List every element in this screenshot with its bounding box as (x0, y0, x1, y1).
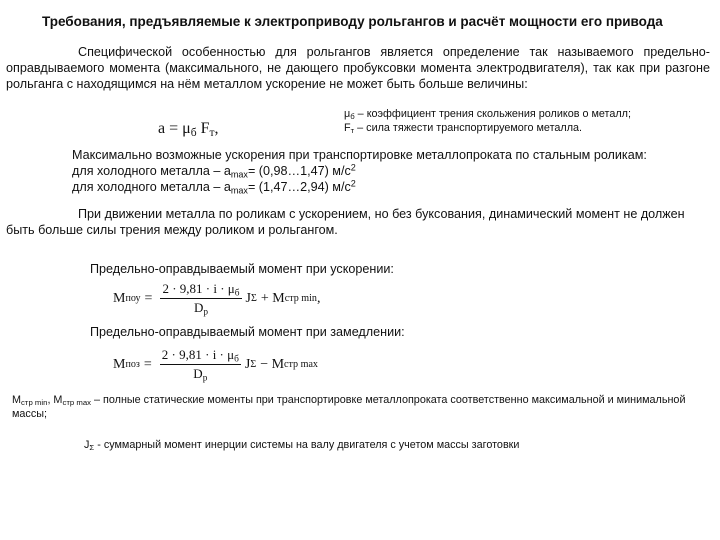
fd-eq: = (143, 356, 152, 372)
acceleration-values (72, 147, 647, 195)
accel-line2 (72, 163, 647, 179)
fa-num-pre: 2 · 9,81 · i · μ (162, 281, 235, 296)
def-mu (344, 107, 631, 121)
moment-decel-label: Предельно-оправдываемый момент при замедлении: (90, 325, 405, 339)
fd-lhs: M (113, 356, 126, 372)
accel-line3-sub: max (230, 185, 248, 196)
def-f-symbol: F (344, 122, 351, 134)
fd-j: J (244, 356, 251, 372)
fa-eq: = (144, 290, 153, 306)
defs-b-sep: , M (47, 394, 63, 406)
formula-a-lhs: a = μ (158, 120, 191, 137)
fa-lhs: M (113, 290, 126, 306)
defs-b-m1: M (12, 394, 21, 406)
formula-a-sub1: б (190, 126, 197, 139)
accel-line1: Максимально возможные ускорения при транспортировке металлопроката по стальным роликам: (72, 148, 647, 162)
defs-b-m2-sub: стр max (62, 397, 92, 407)
fa-numerator (160, 281, 241, 299)
fd-numerator (160, 347, 241, 365)
definitions-b (12, 393, 712, 421)
formula-a-mid: F (196, 120, 210, 137)
page-title: Требования, предъявляемые к электроприводу рольгангов и расчёт мощности его привода (42, 14, 663, 29)
accel-line2-sub: max (230, 169, 248, 180)
defs-b-m1-sub: стр min (21, 397, 48, 407)
formula-a-sub2: т (209, 126, 215, 139)
formula-moment-accel: M поу = $\frac{2 \cdot 9,81 \cdot i \cdot \mu_б}{D_p}$ J Σ + M стр min , (113, 281, 321, 318)
definitions-a (344, 107, 631, 135)
fa-j: J (245, 290, 251, 306)
formula-acceleration (158, 120, 219, 138)
defs-c-j: J (84, 439, 90, 451)
defs-b-text: – полные статические моменты при транспортировке металлопроката соответственно максимальной и минимальной массы; (12, 394, 686, 420)
def-mu-text: – коэффициент трения скольжения роликов о металл; (354, 108, 631, 120)
accel-line2-val: = (0,98…1,47) м/с (247, 164, 351, 178)
def-f-sub: т (350, 125, 355, 135)
dynamic-text: При движении металла по роликам с ускорением, но без буксования, динамический момент не должен быть больше силы трения между роликом и рольгангом. (6, 207, 685, 237)
definitions-c (84, 439, 519, 451)
moment-accel-label: Предельно-оправдываемый момент при ускорении: (90, 262, 394, 276)
defs-c-text: - суммарный момент инерции системы на валу двигателя с учетом массы заготовки (94, 439, 520, 451)
fd-fraction (160, 347, 241, 382)
fa-den: D (193, 300, 204, 315)
formula-moment-decel: M поз = $\frac{2 \cdot 9,81 \cdot i \cdot \mu_б}{D_p}$ J Σ − M стр max (113, 347, 318, 384)
fd-den: D (193, 366, 203, 381)
fd-minus: − M (260, 356, 285, 372)
accel-line3-pre: для холодного металла – a (72, 180, 231, 194)
fa-den-sub: p (203, 307, 209, 318)
fa-num-sub: б (234, 288, 240, 299)
dynamic-paragraph (6, 206, 710, 238)
formula-a-tail: , (214, 120, 219, 137)
accel-line3-exp: 2 (350, 178, 356, 189)
intro-paragraph (6, 44, 710, 92)
fa-end: , (316, 290, 321, 306)
def-mu-sub: б (350, 111, 355, 121)
fa-denominator (194, 299, 208, 316)
fa-plus: + M (260, 290, 285, 306)
accel-line2-pre: для холодного металла – a (72, 164, 231, 178)
accel-line3 (72, 179, 647, 195)
fd-den-sub: p (202, 373, 208, 384)
def-f-text: – сила тяжести транспортируемого металла. (354, 122, 583, 134)
def-mu-symbol: μ (344, 108, 351, 120)
fd-num-pre: 2 · 9,81 · i · μ (161, 347, 235, 362)
intro-text: Специфической особенностью для рольгангов является определение так называемого предельно-оправдываемого момента (максимального, не дающего пробуксовки момента электродвигателя), так как при разгоне рольганга с находящимся на нём металлом ускорение не может быть больше величины: (6, 45, 710, 91)
accel-line2-exp: 2 (350, 162, 356, 173)
fa-fraction (160, 281, 241, 316)
accel-line3-val: = (1,47…2,94) м/с (247, 180, 351, 194)
fd-denominator (193, 365, 207, 382)
defs-c-j-sub: Σ (89, 442, 95, 452)
def-f (344, 121, 631, 135)
fd-num-sub: б (234, 354, 239, 365)
